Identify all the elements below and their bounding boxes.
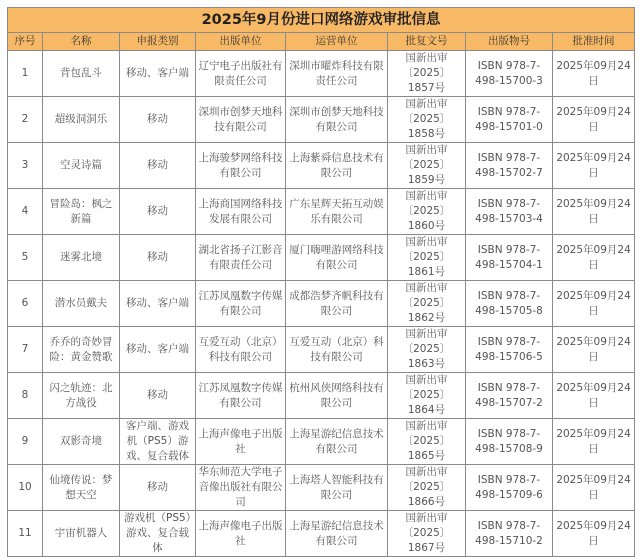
column-header-seq: 序号 [8, 33, 43, 51]
cell-operator: 成都浩梦齐帆科技有限公司 [286, 281, 388, 327]
cell-operator: 互爱互动（北京）科技有限公司 [286, 327, 388, 373]
cell-seq: 8 [8, 373, 43, 419]
cell-approval-no: 国新出审〔2025〕1862号 [388, 281, 466, 327]
cell-name: 迷雾北境 [43, 235, 120, 281]
cell-seq: 1 [8, 51, 43, 97]
approval-table [7, 7, 635, 557]
cell-seq: 11 [8, 511, 43, 557]
cell-name: 宇宙机器人 [43, 511, 120, 557]
table-row [8, 97, 635, 143]
cell-name: 闪之轨迹：北方战役 [43, 373, 120, 419]
cell-publisher: 湖北省扬子江影音有限责任公司 [196, 235, 286, 281]
cell-isbn: ISBN 978-7-498-15701-0 [466, 97, 553, 143]
table-row [8, 419, 635, 465]
cell-isbn: ISBN 978-7-498-15704-1 [466, 235, 553, 281]
cell-approval-no: 国新出审〔2025〕1865号 [388, 419, 466, 465]
cell-publisher: 互爱互动（北京）科技有限公司 [196, 327, 286, 373]
cell-approval-date: 2025年09月24日 [553, 327, 635, 373]
cell-publisher: 华东师范大学电子音像出版社有限公司 [196, 465, 286, 511]
cell-publisher: 上海商国网络科技发展有限公司 [196, 189, 286, 235]
cell-category: 移动 [120, 373, 196, 419]
cell-operator: 上海紫舜信息技术有限公司 [286, 143, 388, 189]
cell-isbn: ISBN 978-7-498-15707-2 [466, 373, 553, 419]
cell-category: 移动、客户端 [120, 51, 196, 97]
cell-operator: 厦门嗨哩游网络科技有限公司 [286, 235, 388, 281]
cell-name: 潜水员戴夫 [43, 281, 120, 327]
cell-seq: 4 [8, 189, 43, 235]
cell-operator: 上海星游纪信息技术有限公司 [286, 419, 388, 465]
cell-operator: 深圳市曜炸科技有限责任公司 [286, 51, 388, 97]
cell-isbn: ISBN 978-7-498-15705-8 [466, 281, 553, 327]
cell-name: 冒险岛：枫之新篇 [43, 189, 120, 235]
cell-approval-no: 国新出审〔2025〕1864号 [388, 373, 466, 419]
table-title: 2025年9月份进口网络游戏审批信息 [8, 8, 635, 33]
cell-category: 移动 [120, 143, 196, 189]
cell-seq: 7 [8, 327, 43, 373]
cell-approval-date: 2025年09月24日 [553, 465, 635, 511]
cell-isbn: ISBN 978-7-498-15706-5 [466, 327, 553, 373]
cell-isbn: ISBN 978-7-498-15710-2 [466, 511, 553, 557]
cell-category: 移动 [120, 189, 196, 235]
cell-seq: 10 [8, 465, 43, 511]
column-header-approval-no: 批复文号 [388, 33, 466, 51]
cell-publisher: 辽宁电子出版社有限责任公司 [196, 51, 286, 97]
cell-approval-no: 国新出审〔2025〕1863号 [388, 327, 466, 373]
table-row [8, 143, 635, 189]
table-row [8, 465, 635, 511]
cell-isbn: ISBN 978-7-498-15702-7 [466, 143, 553, 189]
cell-approval-no: 国新出审〔2025〕1860号 [388, 189, 466, 235]
cell-operator: 上海塔人智能科技有限公司 [286, 465, 388, 511]
cell-name: 背包乱斗 [43, 51, 120, 97]
column-header-publisher: 出版单位 [196, 33, 286, 51]
cell-publisher: 上海声像电子出版社 [196, 419, 286, 465]
cell-approval-date: 2025年09月24日 [553, 419, 635, 465]
cell-seq: 2 [8, 97, 43, 143]
cell-approval-date: 2025年09月24日 [553, 97, 635, 143]
cell-name: 空灵诗篇 [43, 143, 120, 189]
cell-approval-date: 2025年09月24日 [553, 281, 635, 327]
cell-approval-date: 2025年09月24日 [553, 373, 635, 419]
cell-seq: 9 [8, 419, 43, 465]
cell-publisher: 上海骏梦网络科技有限公司 [196, 143, 286, 189]
table-row [8, 51, 635, 97]
cell-approval-date: 2025年09月24日 [553, 511, 635, 557]
column-header-isbn: 出版物号 [466, 33, 553, 51]
cell-approval-no: 国新出审〔2025〕1859号 [388, 143, 466, 189]
cell-name: 超级洞洞乐 [43, 97, 120, 143]
cell-name: 乔乔的奇妙冒险：黄金赞歌 [43, 327, 120, 373]
cell-approval-no: 国新出审〔2025〕1861号 [388, 235, 466, 281]
column-header-category: 申报类别 [120, 33, 196, 51]
cell-approval-date: 2025年09月24日 [553, 143, 635, 189]
cell-approval-no: 国新出审〔2025〕1857号 [388, 51, 466, 97]
cell-isbn: ISBN 978-7-498-15708-9 [466, 419, 553, 465]
cell-operator: 广东星辉天拓互动娱乐有限公司 [286, 189, 388, 235]
table-row [8, 281, 635, 327]
cell-category: 移动 [120, 465, 196, 511]
cell-publisher: 江苏凤凰数字传媒有限公司 [196, 373, 286, 419]
table-row [8, 189, 635, 235]
cell-isbn: ISBN 978-7-498-15709-6 [466, 465, 553, 511]
cell-category: 移动、客户端 [120, 327, 196, 373]
cell-category: 客户端、游戏机（PS5）游戏、复合载体 [120, 419, 196, 465]
cell-approval-no: 国新出审〔2025〕1858号 [388, 97, 466, 143]
table-row [8, 511, 635, 557]
column-header-name: 名称 [43, 33, 120, 51]
cell-operator: 上海星游纪信息技术有限公司 [286, 511, 388, 557]
cell-name: 双影奇境 [43, 419, 120, 465]
column-header-approval-date: 批准时间 [553, 33, 635, 51]
cell-seq: 3 [8, 143, 43, 189]
cell-operator: 深圳市创梦天地科技有限公司 [286, 97, 388, 143]
cell-name: 仙境传说：梦想天空 [43, 465, 120, 511]
cell-category: 游戏机（PS5）游戏、复合载体 [120, 511, 196, 557]
cell-approval-date: 2025年09月24日 [553, 235, 635, 281]
cell-publisher: 深圳市创梦天地科技有限公司 [196, 97, 286, 143]
cell-publisher: 上海声像电子出版社 [196, 511, 286, 557]
cell-seq: 5 [8, 235, 43, 281]
cell-approval-no: 国新出审〔2025〕1866号 [388, 465, 466, 511]
cell-approval-no: 国新出审〔2025〕1867号 [388, 511, 466, 557]
column-header-operator: 运营单位 [286, 33, 388, 51]
cell-isbn: ISBN 978-7-498-15703-4 [466, 189, 553, 235]
cell-category: 移动 [120, 235, 196, 281]
cell-operator: 杭州风侠网络科技有限公司 [286, 373, 388, 419]
table-row [8, 235, 635, 281]
cell-category: 移动、客户端 [120, 281, 196, 327]
cell-approval-date: 2025年09月24日 [553, 51, 635, 97]
cell-publisher: 江苏凤凰数字传媒有限公司 [196, 281, 286, 327]
table-row [8, 373, 635, 419]
cell-category: 移动 [120, 97, 196, 143]
cell-seq: 6 [8, 281, 43, 327]
table-row [8, 327, 635, 373]
cell-approval-date: 2025年09月24日 [553, 189, 635, 235]
cell-isbn: ISBN 978-7-498-15700-3 [466, 51, 553, 97]
